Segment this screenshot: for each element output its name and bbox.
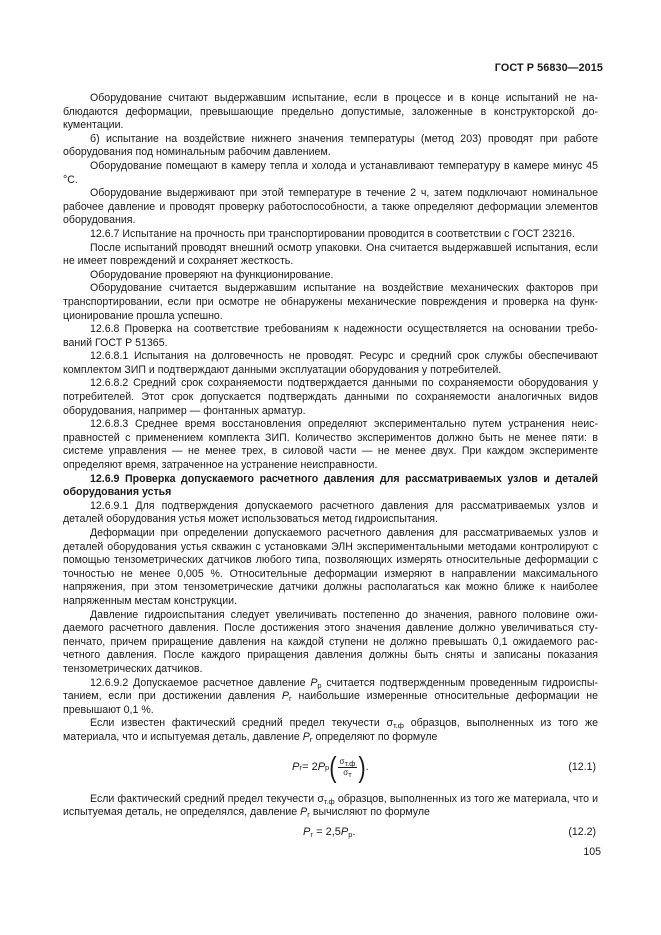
paragraph: 12.6.8.3 Среднее время восстановления определяют экспериментально путем устранения неисправностей с применением комплекта ЗИП. Количество экспериментов должно быть не менее пяти: в системе управления — не менее трех, в силовой части — не менее двух. При каждом эксперименте определяют время, затраченное на устранение неисправности. [63, 418, 598, 472]
paragraph: 12.6.8 Проверка на соответствие требованиям к надежности осуществляется на основании требований ГОСТ Р 51365. [63, 323, 598, 349]
paragraph: Оборудование считают выдержавшим испытание, если в процессе и в конце испытаний не наблюдаются деформации, превышающие предельно допустимые, заложенные в конструкторской документации. [63, 92, 598, 132]
paragraph-known-yield: Если известен фактический средний предел текучести $\sigma_{т.ф}$ образцов, выполненных из того же материала, что и испытуемая деталь, давление $P_г$ определяют по формуле [63, 717, 598, 744]
paragraph: Деформации при определении допускаемого расчетного давления для рассматриваемых узлов и деталей оборудования устья скважин с установками ЭЛН экспериментальными методами контролируют с помощью тензометрических датчиков любого типа, позволяющих измерять относительные деформации с точностью не менее 0,005 %. Относительные деформации измеряют в направлении максимального напряжения, при этом тензометрические датчики должны располагаться как можно ближе к наиболее напряженным местам конструкции. [63, 527, 598, 607]
paragraph: Оборудование считается выдержавшим испытание на воздействие механических факторов при транспортировании, если при осмотре не обнаружены механические повреждения и проверка на функционирование прошла успешно. [63, 282, 598, 322]
paragraph-unknown-yield: Если фактический средний предел текучести $\sigma_{т.ф}$ образцов, выполненных из того же материала, что и испытуемая деталь, не определялся, давление $P_г$ вычисляют по формуле [63, 792, 599, 820]
formula-number: (12.2) [568, 825, 596, 838]
formula-expression: P г = 2 P р ( $\frac{\sigma_{т.ф}}{\sigma_т}$ ) . [292, 750, 369, 784]
formula-expression: $P_г = 2,5P_р$. [303, 825, 356, 839]
paragraph: Оборудование помещают в камеру тепла и холода и устанавливают температуру в камере минус 45 °С. [63, 159, 598, 186]
formula-12-1 [63, 751, 598, 785]
paragraph: 12.6.9.1 Для подтверждения допускаемого расчетного давления для рассматриваемых узлов и деталей оборудования устья может использоваться метод гидроиспытания. [63, 499, 598, 526]
paragraph-12-6-9-2: 12.6.9.2 Допускаемое расчетное давление $P_p$ считается подтвержденным проведенным гидроиспытанием, если при достижении давления $P_г$ наибольшие измеренные относительные деформации не превышают 0,1 %. [63, 676, 598, 716]
fraction: $\frac{\sigma_{т.ф}}{\sigma_т}$ [339, 757, 356, 779]
paragraph: Давление гидроиспытания следует увеличивать постепенно до значения, равного половине ожидаемого расчетного давления. После достижения этого значения давление должно увеличиваться ступенчато, причем приращение давления на каждой ступени не должно превышать 0,1 ожидаемого расчетного давления. После каждого приращения давления должны быть сняты и записаны показания тензометрических датчиков. [63, 608, 598, 675]
paragraph: Оборудование выдерживают при этой температуре в течение 2 ч, затем подключают номинальное рабочее давление и проводят проверку работоспособности, а также определяют деформации элементов оборудования. [63, 187, 598, 227]
section-heading: 12.6.9 Проверка допускаемого расчетного давления для рассматриваемых узлов и деталей оборудования устья [63, 472, 598, 499]
paragraph: 12.6.7 Испытание на прочность при транспортировании проводится в соответствии с ГОСТ 23216. [90, 227, 575, 240]
paragraph: б) испытание на воздействие нижнего значения температуры (метод 203) проводят при работе оборудования под номинальным рабочим давлением. [63, 132, 598, 159]
paragraph: После испытаний проводят внешний осмотр упаковки. Она считается выдержавшей испытания, если не имеет повреждений и сохраняет жесткость. [63, 241, 598, 268]
paragraph: 12.6.8.1 Испытания на долговечность не проводят. Ресурс и средний срок службы обеспечивают комплектом ЗИП и подтверждают данными эксплуатации оборудования у потребителей. [63, 350, 598, 376]
formula-12-2 [63, 824, 598, 844]
standard-designation: ГОСТ Р 56830—2015 [494, 62, 603, 74]
page-body [63, 92, 598, 848]
left-parenthesis: ( [329, 750, 337, 784]
paragraph: Оборудование проверяют на функционирование. [90, 268, 334, 281]
page-number: 105 [583, 846, 601, 858]
right-parenthesis: ) [358, 750, 366, 784]
paragraph: 12.6.8.2 Средний срок сохраняемости подтверждается данными по сохраняемости оборудования у потребителей. Этот срок допускается подтверждать данными по сохраняемости аналогичных видов оборудования, например — фонтанных арматур. [63, 377, 598, 417]
formula-number: (12.1) [568, 760, 596, 773]
